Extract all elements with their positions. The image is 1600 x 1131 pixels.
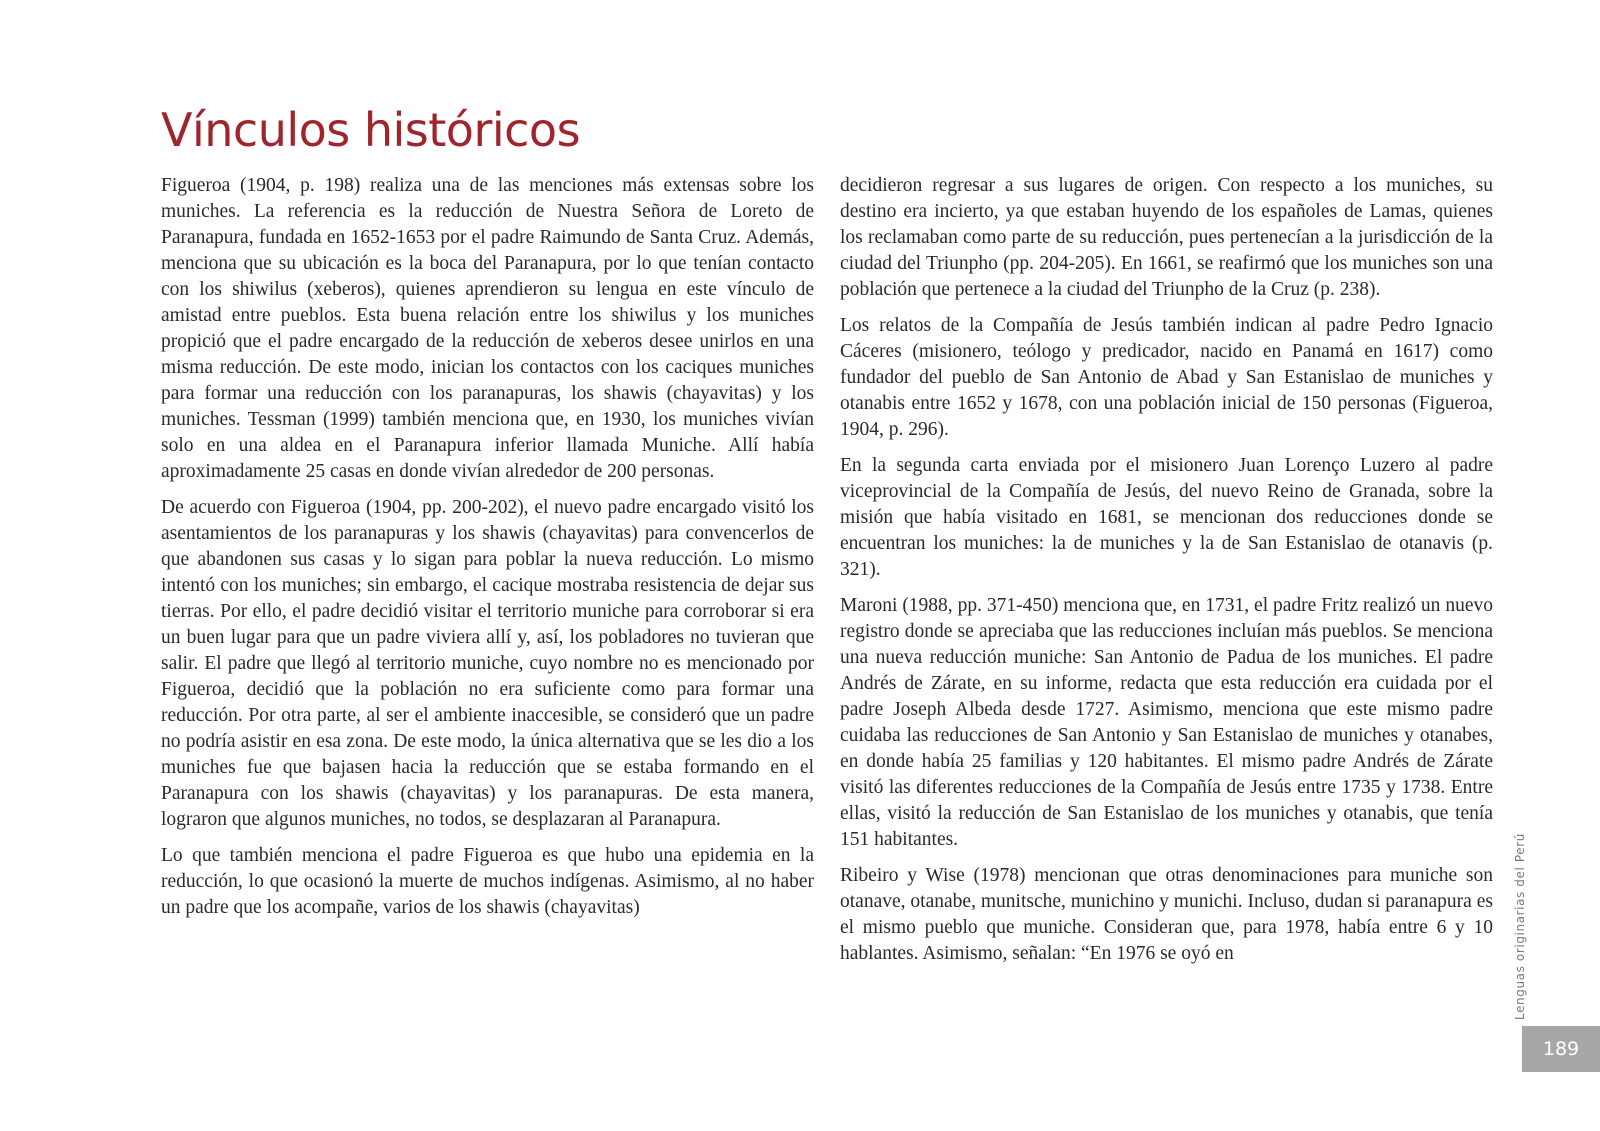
paragraph: En la segunda carta enviada por el misionero Juan Lorenço Luzero al padre viceprovincial de la Compañía de Jesús, del nuevo Reino de Granada, sobre la misión que había visitado en 1681, se mencionan dos reducciones donde se encuentran los muniches: la de muniches y la de San Estanislao de otanavis (p. 321).	[840, 455, 1493, 580]
left-column	[161, 173, 814, 931]
book-title-side-label: Lenguas originarias del Perú	[1513, 833, 1527, 1020]
paragraph: Figueroa (1904, p. 198) realiza una de las menciones más extensas sobre los muniches. La referencia es la reducción de Nuestra Señora de Loreto de Paranapura, fundada en 1652-1653 por el padre Raimundo de Santa Cruz. Además, menciona que su ubicación es la boca del Paranapura, por lo que tenían contacto con los shiwilus (xeberos), quienes aprendieron su lengua en este vínculo de amistad entre pueblos. Esta buena relación entre los shiwilus y los muniches propició que el padre encargado de la reducción de xeberos desee unirlos en una misma reducción. De este modo, inician los contactos con los caciques muniches para formar una reducción con los paranapuras, los shawis (chayavitas) y los muniches. Tessman (1999) también menciona que, en 1930, los muniches vivían solo en una aldea en el Paranapura inferior llamada Muniche. Allí había aproximadamente 25 casas en donde vivían alrededor de 200 personas.	[161, 175, 814, 482]
page-title: Vínculos históricos	[161, 103, 581, 157]
paragraph: De acuerdo con Figueroa (1904, pp. 200-202), el nuevo padre encargado visitó los asentamientos de los paranapuras y los shawis (chayavitas) para convencerlos de que abandonen sus casas y lo sigan para poblar la nueva reducción. Lo mismo intentó con los muniches; sin embargo, el cacique mostraba resistencia de dejar sus tierras. Por ello, el padre decidió visitar el territorio muniche para corroborar si era un buen lugar para que un padre viviera allí y, así, los pobladores no tuvieran que salir. El padre que llegó al territorio muniche, cuyo nombre no es mencionado por Figueroa, decidió que la población no era suficiente como para formar una reducción. Por otra parte, al ser el ambiente inaccesible, se consideró que un padre no podría asistir en esa zona. De este modo, la única alternativa que se les dio a los muniches fue que bajasen hacia la reducción que se estaba formando en el Paranapura con los shawis (chayavitas) y los paranapuras. De esta manera, lograron que algunos muniches, no todos, se desplazaran al Paranapura.	[161, 497, 814, 830]
page-number: 189	[1522, 1026, 1600, 1072]
paragraph: Ribeiro y Wise (1978) mencionan que otras denominaciones para muniche son otanave, otanabe, munitsche, munichino y munichi. Incluso, dudan si paranapura es el mismo pueblo que muniche. Consideran que, para 1978, había entre 6 y 10 hablantes. Asimismo, señalan: “En 1976 se oyó en	[840, 865, 1493, 964]
right-column	[840, 173, 1493, 977]
paragraph: Lo que también menciona el padre Figueroa es que hubo una epidemia en la reducción, lo que ocasionó la muerte de muchos indígenas. Asimismo, al no haber un padre que los acompañe, varios de los shawis (chayavitas)	[161, 845, 814, 918]
paragraph: Los relatos de la Compañía de Jesús también indican al padre Pedro Ignacio Cáceres (misionero, teólogo y predicador, nacido en Panamá en 1617) como fundador del pueblo de San Antonio de Abad y San Estanislao de muniches y otanabis entre 1652 y 1678, con una población inicial de 150 personas (Figueroa, 1904, p. 296).	[840, 315, 1493, 440]
paragraph: Maroni (1988, pp. 371-450) menciona que, en 1731, el padre Fritz realizó un nuevo registro donde se apreciaba que las reducciones incluían más pueblos. Se menciona una nueva reducción muniche: San Antonio de Padua de los muniches. El padre Andrés de Zárate, en su informe, redacta que esta reducción era cuidada por el padre Joseph Albeda desde 1727. Asimismo, menciona que este mismo padre cuidaba las reducciones de San Antonio y San Estanislao de muniches y otanabes, en donde había 25 familias y 120 habitantes. El mismo padre Andrés de Zárate visitó las diferentes reducciones de la Compañía de Jesús entre 1735 y 1738. Entre ellas, visitó la reducción de San Estanislao de los muniches y otanabis, que tenía 151 habitantes.	[840, 595, 1493, 850]
paragraph: decidieron regresar a sus lugares de origen. Con respecto a los muniches, su destino era incierto, ya que estaban huyendo de los españoles de Lamas, quienes los reclamaban como parte de su reducción, pues pertenecían a la jurisdicción de la ciudad del Triunpho (pp. 204-205). En 1661, se reafirmó que los muniches son una población que pertenece a la ciudad del Triunpho de la Cruz (p. 238).	[840, 175, 1493, 300]
